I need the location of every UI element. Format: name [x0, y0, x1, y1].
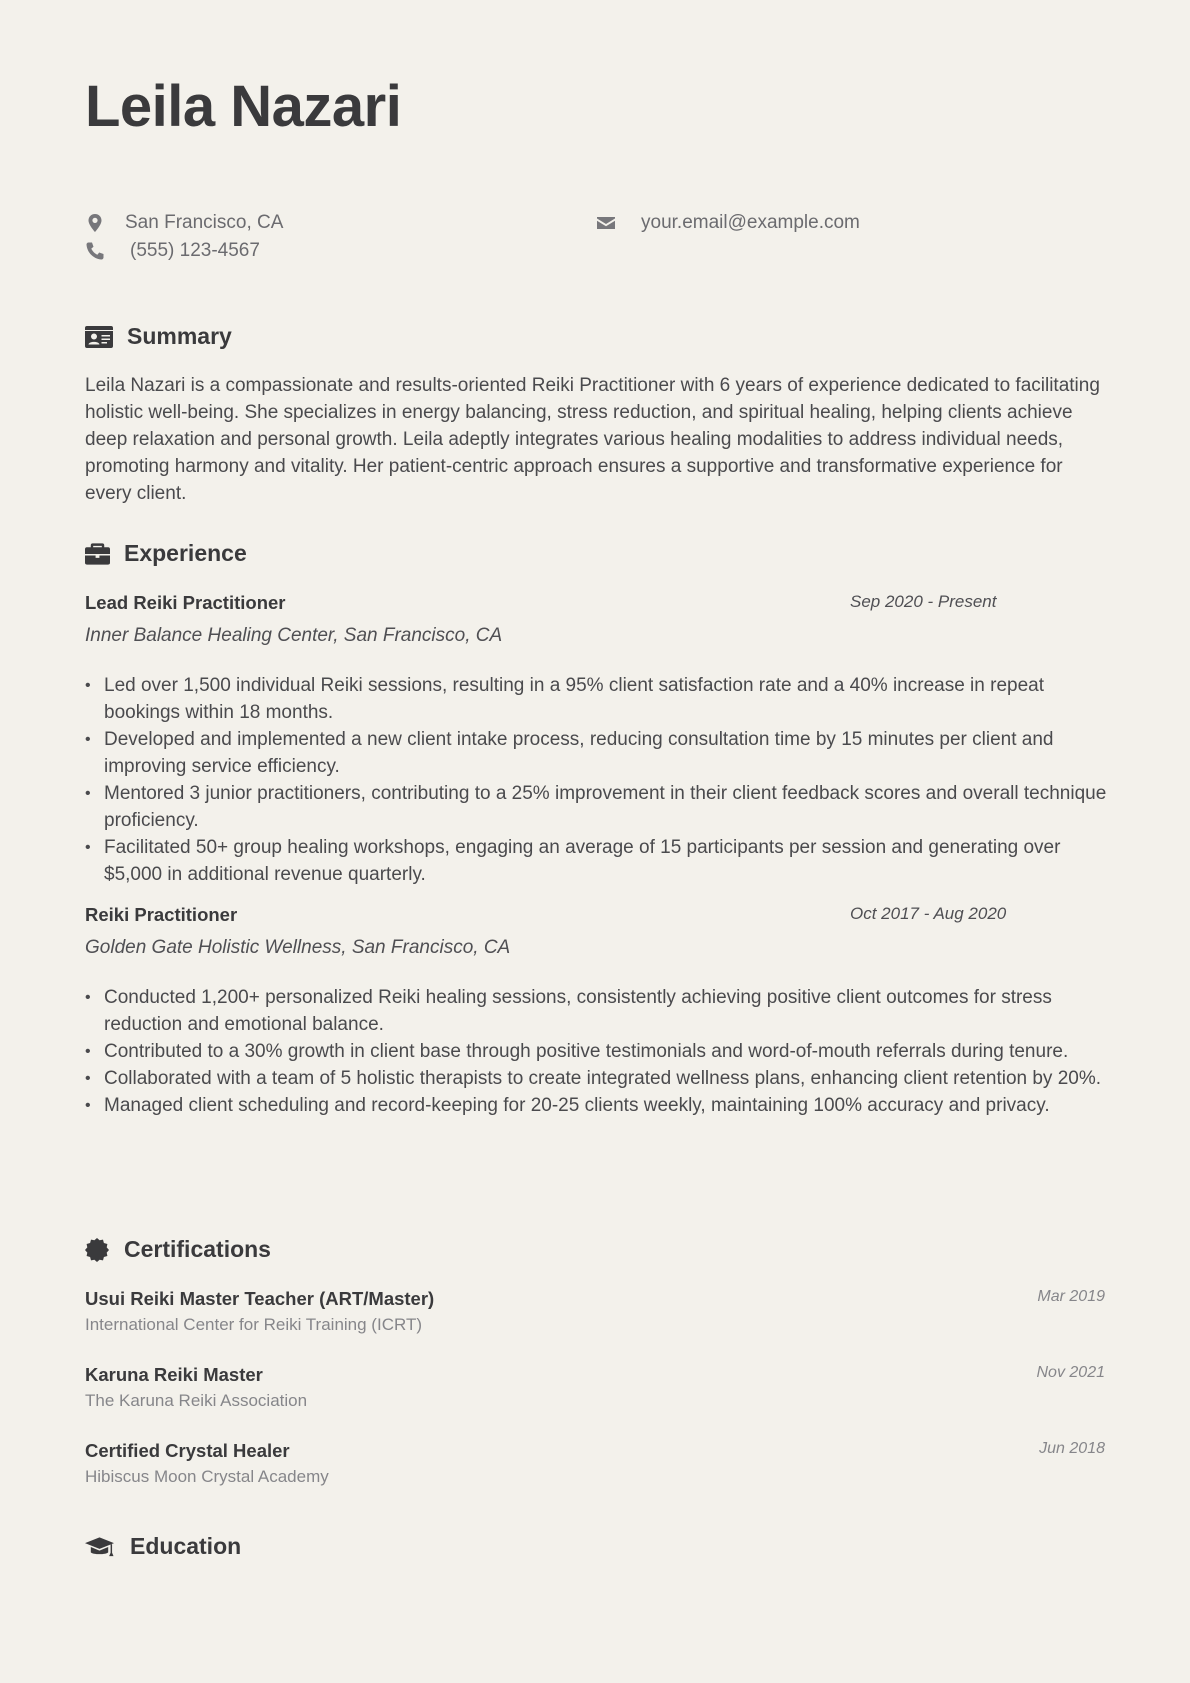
education-heading — [85, 1533, 241, 1560]
certification-issuer: International Center for Reiki Training (ICRT) — [85, 1315, 422, 1334]
certification-issuer: The Karuna Reiki Association — [85, 1391, 308, 1410]
section-title: Education — [130, 1533, 242, 1559]
phone-icon — [85, 241, 105, 261]
section-title: Experience — [124, 540, 247, 566]
job-company: Golden Gate Holistic Wellness, San Francisco, CA — [85, 937, 511, 958]
section-title: Summary — [127, 323, 232, 349]
experience-heading — [85, 540, 247, 567]
list-item: • Mentored 3 junior practitioners, contributing to a 25% improvement in their client feedback scores and overall technique proficiency. — [85, 780, 1110, 834]
list-item: • Conducted 1,200+ personalized Reiki healing sessions, consistently achieving positive client outcomes for stress reduction and emotional balance. — [85, 984, 1110, 1038]
job-title: Lead Reiki Practitioner — [85, 592, 286, 613]
contact-location — [85, 212, 283, 234]
certification-date: Mar 2019 — [1037, 1288, 1105, 1305]
summary-heading — [85, 323, 232, 350]
certificate-badge-icon — [85, 1238, 109, 1262]
list-item: • Developed and implemented a new client intake process, reducing consultation time by 15 minutes per client and improving service efficiency. — [85, 726, 1110, 780]
list-item: • Managed client scheduling and record-keeping for 20-25 clients weekly, maintaining 100% accuracy and privacy. — [85, 1092, 1110, 1119]
section-title: Certifications — [124, 1236, 271, 1262]
job-company: Inner Balance Healing Center, San Francisco, CA — [85, 625, 503, 646]
contact-phone — [85, 240, 260, 262]
certification-name: Karuna Reiki Master — [85, 1364, 263, 1385]
list-item: • Collaborated with a team of 5 holistic therapists to create integrated wellness plans, enhancing client retention by 20%. — [85, 1065, 1110, 1092]
graduation-cap-icon — [85, 1536, 114, 1558]
list-item: • Contributed to a 30% growth in client base through positive testimonials and word-of-mouth referrals during tenure. — [85, 1038, 1110, 1065]
id-card-icon — [85, 326, 113, 348]
phone-text: (555) 123-4567 — [130, 240, 260, 261]
job-dates: Sep 2020 - Present — [850, 592, 997, 611]
location-text: San Francisco, CA — [125, 212, 284, 233]
list-item: • Facilitated 50+ group healing workshops, engaging an average of 15 participants per session and generating over $5,000 in additional revenue quarterly. — [85, 834, 1110, 888]
job-dates: Oct 2017 - Aug 2020 — [850, 904, 1007, 923]
certification-date: Jun 2018 — [1039, 1440, 1105, 1457]
job-bullets — [85, 984, 1110, 1119]
certification-date: Nov 2021 — [1036, 1364, 1105, 1381]
job-title: Reiki Practitioner — [85, 904, 238, 925]
certification-name: Certified Crystal Healer — [85, 1440, 290, 1461]
certification-name: Usui Reiki Master Teacher (ART/Master) — [85, 1288, 435, 1309]
certifications-heading — [85, 1236, 271, 1263]
map-marker-icon — [85, 213, 105, 233]
envelope-icon — [595, 213, 617, 233]
email-link[interactable]: your.email@example.com — [641, 212, 860, 233]
candidate-name: Leila Nazari — [85, 74, 402, 139]
briefcase-icon — [85, 543, 110, 565]
job-bullets — [85, 672, 1110, 888]
contact-email[interactable] — [595, 212, 860, 234]
summary-text: Leila Nazari is a compassionate and results-oriented Reiki Practitioner with 6 years of experience dedicated to facilitating holistic well-being. She specializes in energy balancing, stress reduction, and spiritual healing, helping clients achieve deep relaxation and personal growth. Leila adeptly integrates various healing modalities to address individual needs, promoting harmony and vitality. Her patient-centric approach ensures a supportive and transformative experience for every client. — [85, 375, 1100, 504]
list-item: • Led over 1,500 individual Reiki sessions, resulting in a 95% client satisfaction rate and a 40% increase in repeat bookings within 18 months. — [85, 672, 1110, 726]
certification-issuer: Hibiscus Moon Crystal Academy — [85, 1467, 329, 1486]
